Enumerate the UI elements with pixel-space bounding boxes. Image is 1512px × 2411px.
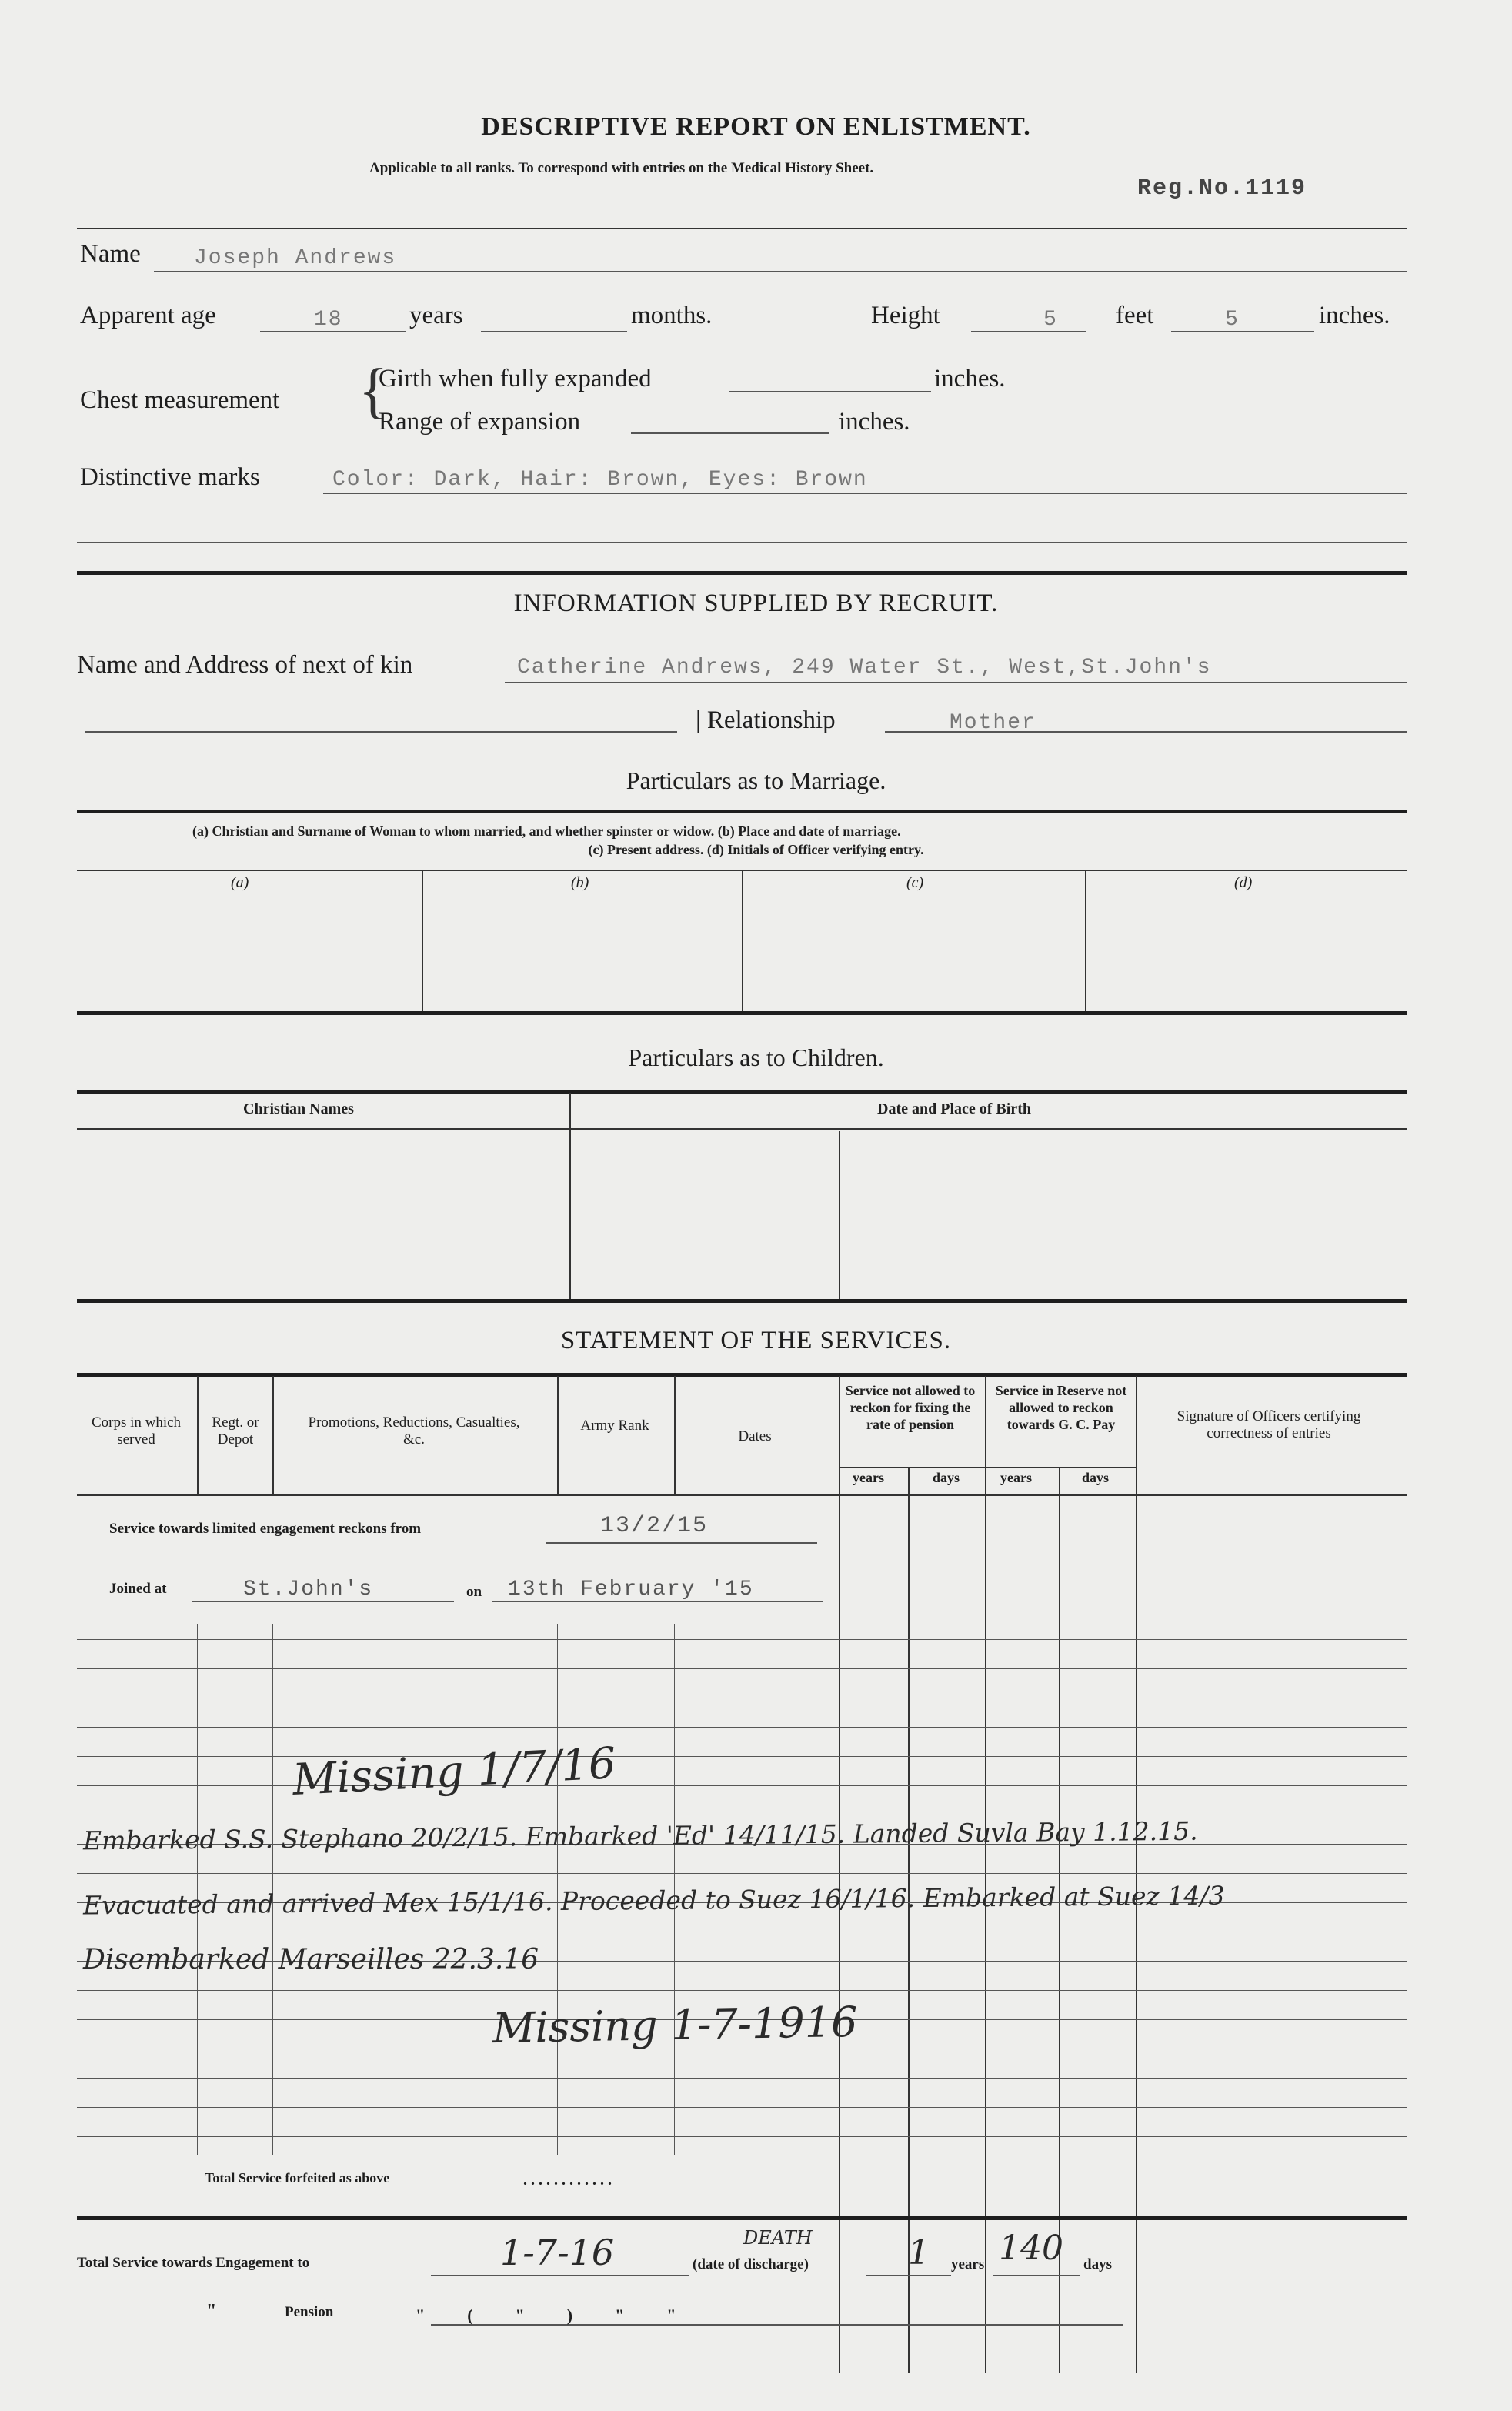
entry-missing-date: Missing 1-7-1916 xyxy=(492,1997,858,2053)
age-label: Apparent age xyxy=(80,302,216,329)
col-dates: Dates xyxy=(738,1428,772,1444)
report-title: DESCRIPTIVE REPORT ON ENLISTMENT. xyxy=(481,112,1031,141)
services-top-rule xyxy=(77,1373,1407,1377)
range-unit: inches. xyxy=(839,408,910,436)
marriage-note-2: (c) Present address. (d) Initials of Officer verifying entry. xyxy=(588,842,924,857)
chest-bracket: { xyxy=(359,357,389,425)
girth-unit: inches. xyxy=(934,365,1006,392)
death-value: DEATH xyxy=(743,2227,813,2249)
svc-div-1 xyxy=(197,1376,199,1496)
range-line xyxy=(631,432,829,434)
entry-evacuated: Evacuated and arrived Mex 15/1/16. Proceeded to Suez 16/1/16. Embarked at Suez 14/3 xyxy=(82,1880,1225,1921)
marriage-top-rule xyxy=(77,810,1407,813)
header-rule xyxy=(77,228,1407,229)
entry-rule xyxy=(77,1785,1407,1786)
services-heading: STATEMENT OF THE SERVICES. xyxy=(560,1327,952,1354)
col-rank: Army Rank xyxy=(580,1418,649,1434)
kin-line xyxy=(505,682,1407,683)
entry-rule xyxy=(77,2078,1407,2079)
eng-days-value: 140 xyxy=(999,2229,1063,2268)
svc-div-7 xyxy=(985,1376,986,2373)
pension-years: years xyxy=(853,1470,884,1485)
entry-rule xyxy=(77,1756,1407,1757)
marks-value: Color: Dark, Hair: Brown, Eyes: Brown xyxy=(332,468,868,492)
discharge-label: (date of discharge) xyxy=(693,2256,809,2272)
entry-embarked: Embarked S.S. Stephano 20/2/15. Embarked 'Ed' 14/11/15. Landed Suvla Bay 1.12.15. xyxy=(82,1815,1198,1856)
marriage-col-c: (c) xyxy=(906,874,924,891)
svc-div-3 xyxy=(557,1376,559,1496)
col-corps: Corps in which served xyxy=(91,1414,182,1448)
kin-line-2 xyxy=(85,731,677,733)
marriage-col-b: (b) xyxy=(571,874,589,891)
girth-label: Girth when fully expanded xyxy=(379,365,652,392)
col-promotions: Promotions, Reductions, Casualties, &c. xyxy=(308,1414,520,1448)
eng-days-label: days xyxy=(1083,2256,1112,2272)
entry-disembarked: Disembarked Marseilles 22.3.16 xyxy=(83,1944,539,1975)
engagement-value: 1-7-16 xyxy=(500,2232,615,2273)
joined-label: Joined at xyxy=(109,1581,167,1597)
gc-years: years xyxy=(1000,1470,1032,1485)
col-regt: Regt. or Depot xyxy=(212,1414,259,1448)
kin-value: Catherine Andrews, 249 Water St., West,St.John's xyxy=(517,656,1212,680)
range-label: Range of expansion xyxy=(379,408,581,436)
height-label: Height xyxy=(871,302,940,329)
entry-rule xyxy=(77,1639,1407,1640)
inches-label: inches. xyxy=(1319,302,1390,329)
entry-rule xyxy=(77,1727,1407,1728)
entry-rule xyxy=(77,1873,1407,1874)
limited-value: 13/2/15 xyxy=(600,1513,709,1539)
entry-rule xyxy=(77,2107,1407,2108)
height-inches-value: 5 xyxy=(1225,308,1240,332)
limited-label: Service towards limited engagement reckons from xyxy=(109,1521,422,1537)
children-heading: Particulars as to Children. xyxy=(628,1044,884,1071)
svc-div-9 xyxy=(1136,1376,1137,2373)
height-feet-line xyxy=(971,331,1086,332)
children-col-names: Christian Names xyxy=(243,1100,354,1117)
marks-line xyxy=(323,493,1407,494)
pension-row: " ( " ) " " xyxy=(416,2306,676,2325)
months-line xyxy=(481,331,627,332)
recruit-heading: INFORMATION SUPPLIED BY RECRUIT. xyxy=(513,589,999,617)
entry-rule xyxy=(77,2136,1407,2137)
marriage-bottom-rule xyxy=(77,1011,1407,1015)
entry-missing-stamp: Missing 1/7/16 xyxy=(291,1738,618,1805)
eng-years-value: 1 xyxy=(908,2233,930,2272)
height-feet-value: 5 xyxy=(1043,308,1058,332)
entry-rule xyxy=(77,1668,1407,1669)
chest-label: Chest measurement xyxy=(80,386,280,414)
joined-place: St.John's xyxy=(243,1578,374,1601)
reg-number: Reg.No.1119 xyxy=(1137,175,1307,202)
joined-date: 13th February '15 xyxy=(508,1578,754,1601)
section-rule-1 xyxy=(77,571,1407,575)
services-header-rule xyxy=(77,1494,1407,1496)
svc-div-5 xyxy=(839,1376,840,2373)
relationship-value: Mother xyxy=(950,711,1036,735)
marriage-col-a: (a) xyxy=(231,874,249,891)
svc-div-4 xyxy=(674,1376,676,1496)
marks-label: Distinctive marks xyxy=(80,463,260,491)
eng-years-label: years xyxy=(951,2256,985,2272)
kin-label: Name and Address of next of kin xyxy=(77,651,413,679)
report-subtitle: Applicable to all ranks. To correspond with entries on the Medical History Sheet. xyxy=(369,160,874,176)
children-header-rule xyxy=(77,1128,1407,1130)
eng-days-line xyxy=(993,2275,1080,2276)
svc-div-2 xyxy=(272,1376,274,1496)
forfeited-label: Total Service forfeited as above xyxy=(205,2170,390,2186)
col-gc: Service in Reserve not allowed to reckon towards G. C. Pay xyxy=(995,1383,1127,1432)
limited-line xyxy=(546,1542,817,1544)
name-line xyxy=(154,271,1407,272)
marriage-col-d: (d) xyxy=(1234,874,1253,891)
forfeited-dots: . . . . . . . . . . . . xyxy=(523,2172,612,2189)
years-label: years xyxy=(409,302,463,329)
marks-line-2 xyxy=(77,542,1407,543)
engagement-label: Total Service towards Engagement to xyxy=(77,2255,310,2271)
children-top-rule xyxy=(77,1090,1407,1094)
marriage-divider-2 xyxy=(742,871,743,1013)
pension-label: Pension xyxy=(285,2304,334,2320)
eng-years-line xyxy=(866,2275,951,2276)
totals-rule xyxy=(77,2216,1407,2220)
years-days-rule xyxy=(840,1467,1136,1468)
children-divider-2 xyxy=(839,1131,840,1299)
feet-label: feet xyxy=(1116,302,1154,329)
ditto-mark: " xyxy=(206,2301,217,2321)
marriage-divider-1 xyxy=(422,871,423,1013)
children-col-birth: Date and Place of Birth xyxy=(877,1100,1031,1117)
relationship-label: | Relationship xyxy=(696,706,836,734)
pension-days: days xyxy=(933,1470,960,1485)
col-pension: Service not allowed to reckon for fixing the rate of pension xyxy=(845,1383,976,1432)
entry-rule xyxy=(77,1990,1407,1991)
engagement-line xyxy=(431,2275,689,2276)
gc-days: days xyxy=(1082,1470,1110,1485)
col-signature: Signature of Officers certifying correctness of entries xyxy=(1177,1408,1361,1441)
marriage-heading: Particulars as to Marriage. xyxy=(626,766,886,794)
name-label: Name xyxy=(80,240,141,268)
on-label: on xyxy=(466,1584,482,1600)
height-inches-line xyxy=(1171,331,1314,332)
age-value: 18 xyxy=(314,308,343,332)
months-label: months. xyxy=(631,302,713,329)
marriage-divider-3 xyxy=(1085,871,1086,1013)
girth-line xyxy=(729,391,931,392)
children-bottom-rule xyxy=(77,1299,1407,1303)
marriage-note-1: (a) Christian and Surname of Woman to whom married, and whether spinster or widow. (b) Place and date of marriage. xyxy=(192,823,901,839)
name-value: Joseph Andrews xyxy=(194,246,397,270)
children-divider-1 xyxy=(569,1093,571,1299)
